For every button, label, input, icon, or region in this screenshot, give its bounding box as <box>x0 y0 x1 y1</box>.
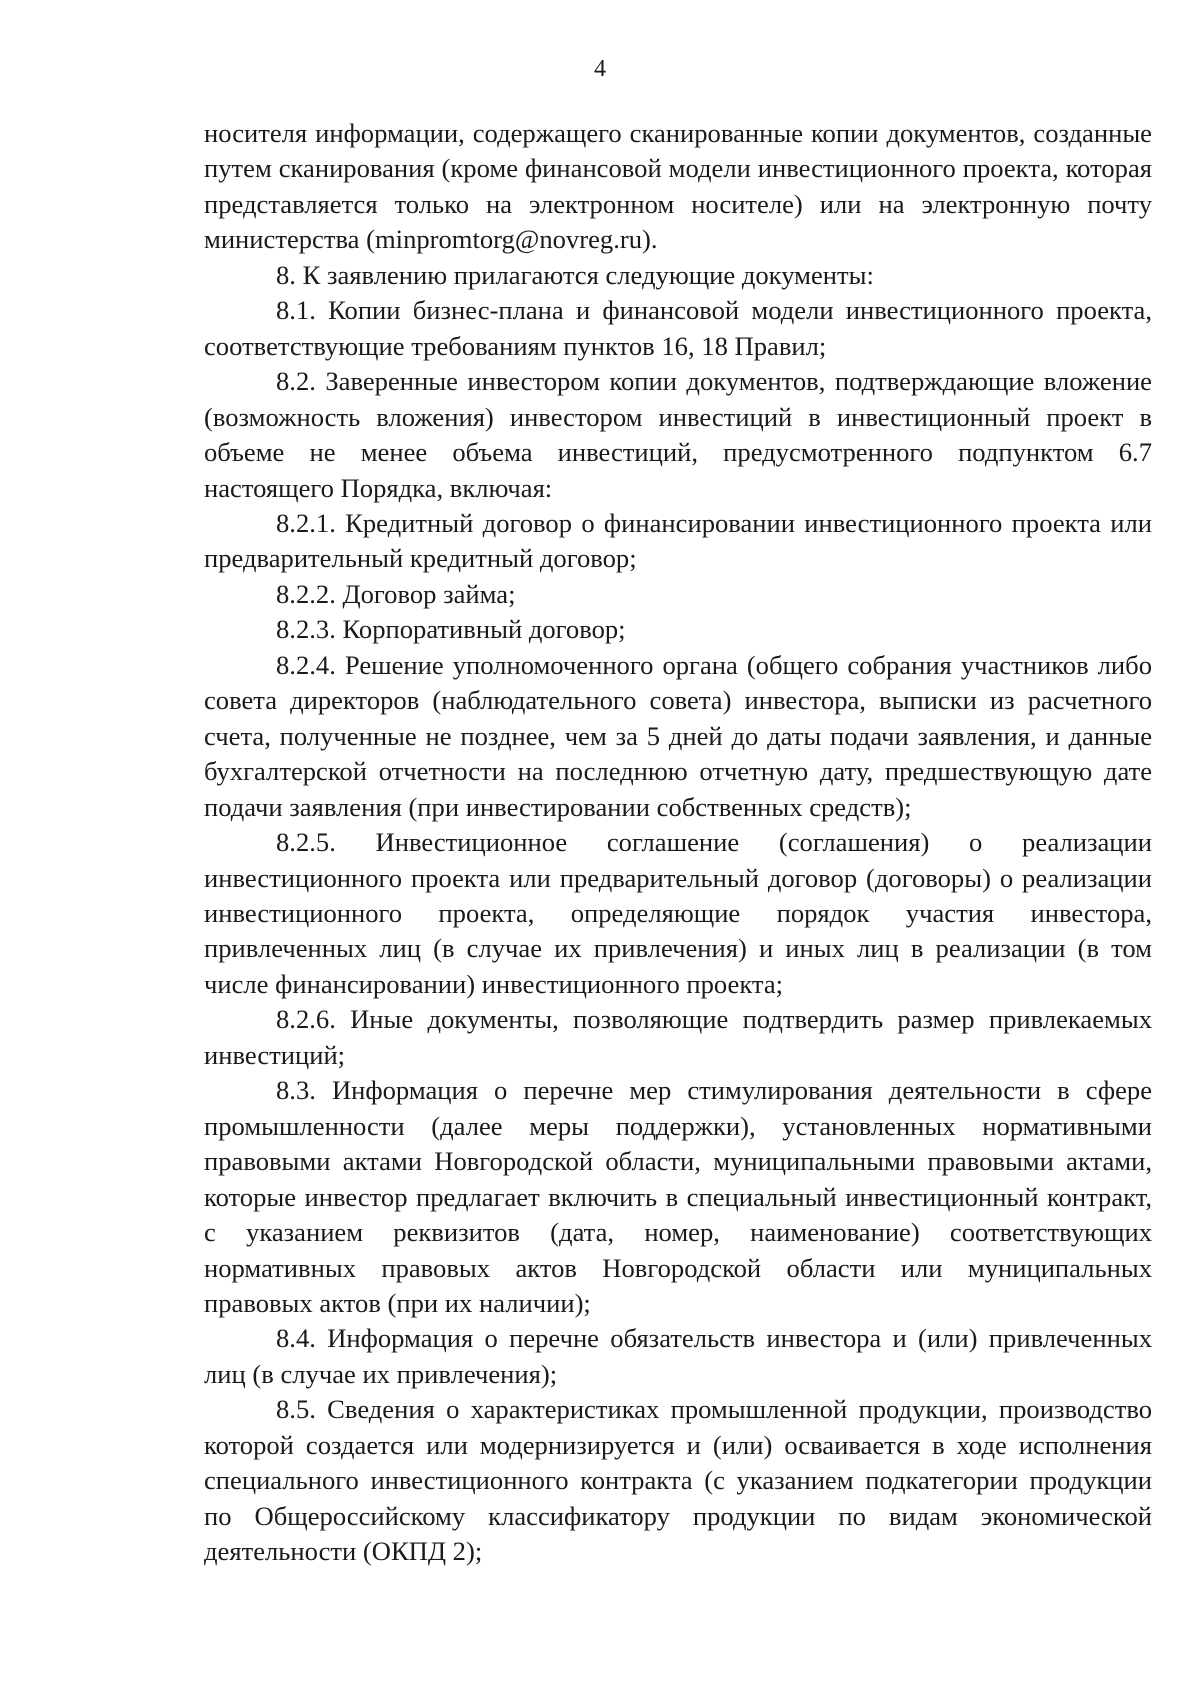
paragraph-continuation: носителя информации, содержащего сканированные копии документов, созданные путем сканирования (кроме финансовой модели инвестиционного проекта, которая представляется только на электронном носителе) или на электронную почту министерства (minpromtorg@novreg.ru). <box>204 118 1152 255</box>
paragraph-item-8-2-5: 8.2.5. Инвестиционное соглашение (соглашения) о реализации инвестиционного проекта или предварительный договор (договоры) о реализации инвестиционного проекта, определяющие порядок участия инвестора, привлеченных лиц (в случае их привлечения) и иных лиц в реализации (в том числе финансировании) инвестиционного проекта; <box>204 827 1152 999</box>
page-number: 4 <box>594 56 606 82</box>
paragraph-item-8-2-4: 8.2.4. Решение уполномоченного органа (общего собрания участников либо совета директоров (наблюдательного совета) инвестора, выписки из расчетного счета, полученные не позднее, чем за 5 дней до даты подачи заявления, и данные бухгалтерской отчетности на последнюю отчетную дату, предшествующую дате подачи заявления (при инвестировании собственных средств); <box>204 649 1152 822</box>
document-body <box>204 116 1152 1570</box>
paragraph-item-8: 8. К заявлению прилагаются следующие документы: <box>276 259 874 290</box>
paragraph-item-8-2-3: 8.2.3. Корпоративный договор; <box>276 614 626 645</box>
paragraph-item-8-2-2: 8.2.2. Договор займа; <box>276 578 516 609</box>
paragraph-item-8-1: 8.1. Копии бизнес-плана и финансовой модели инвестиционного проекта, соответствующие требованиям пунктов 16, 18 Правил; <box>204 295 1152 361</box>
paragraph-item-8-2: 8.2. Заверенные инвестором копии документов, подтверждающие вложение (возможность вложения) инвестором инвестиций в инвестиционный проект в объеме не менее объема инвестиций, предусмотренного подпунктом 6.7 настоящего Порядка, включая: <box>204 366 1152 503</box>
paragraph-item-8-2-1: 8.2.1. Кредитный договор о финансировании инвестиционного проекта или предварительный кредитный договор; <box>204 507 1152 574</box>
paragraph-item-8-3: 8.3. Информация о перечне мер стимулирования деятельности в сфере промышленности (далее меры поддержки), установленных нормативными правовыми актами Новгородской области, муниципальными правовыми актами, которые инвестор предлагает включить в специальный инвестиционный контракт, с указанием реквизитов (дата, номер, наименование) соответствующих нормативных правовых актов Новгородской области или муниципальных правовых актов (при их наличии); <box>204 1075 1152 1318</box>
paragraph-item-8-5: 8.5. Сведения о характеристиках промышленной продукции, производство которой создается или модернизируется и (или) осваивается в ходе исполнения специального инвестиционного контракта (с указанием подкатегории продукции по Общероссийскому классификатору продукции по видам экономической деятельности (ОКПД 2); <box>204 1394 1152 1567</box>
paragraph-item-8-2-6: 8.2.6. Иные документы, позволяющие подтвердить размер привлекаемых инвестиций; <box>204 1004 1152 1070</box>
paragraph-item-8-4: 8.4. Информация о перечне обязательств инвестора и (или) привлеченных лиц (в случае их привлечения); <box>204 1323 1152 1389</box>
